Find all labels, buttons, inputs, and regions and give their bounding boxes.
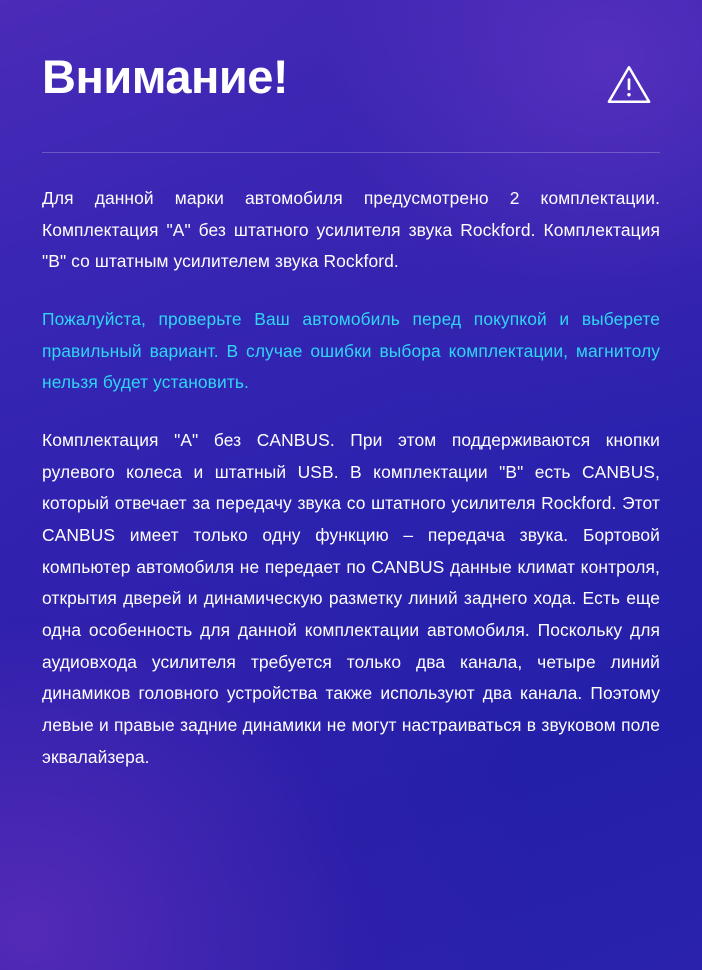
notice-body	[42, 183, 660, 773]
paragraph-intro: Для данной марки автомобиля предусмотрено 2 комплектации. Комплектация "A" без штатного усилителя звука Rockford. Комплектация "B" со штатным усилителем звука Rockford.	[42, 188, 660, 272]
page-title: Внимание!	[42, 50, 289, 103]
warning-triangle-icon	[606, 62, 652, 108]
paragraph-warning: Пожалуйста, проверьте Ваш автомобиль перед покупкой и выберете правильный вариант. В случае ошибки выбора комплектации, магнитолу нельзя будет установить.	[42, 309, 660, 393]
header-divider	[42, 152, 660, 153]
notice-header	[42, 52, 660, 108]
paragraph-details: Комплектация "A" без CANBUS. При этом поддерживаются кнопки рулевого колеса и штатный USB. В комплектации "B" есть CANBUS, который отвечает за передачу звука со штатного усилителя Rockford. Этот CANBUS имеет только одну функцию – передача звука. Бортовой компьютер автомобиля не передает по CANBUS данные климат контроля, открытия дверей и динамическую разметку линий заднего хода. Есть еще одна особенность для данной комплектации автомобиля. Поскольку для аудиовхода усилителя требуется только два канала, четыре линий динамиков головного устройства также используют два канала. Поэтому левые и правые задние динамики не могут настраиваться в звуковом поле эквалайзера.	[42, 430, 660, 767]
